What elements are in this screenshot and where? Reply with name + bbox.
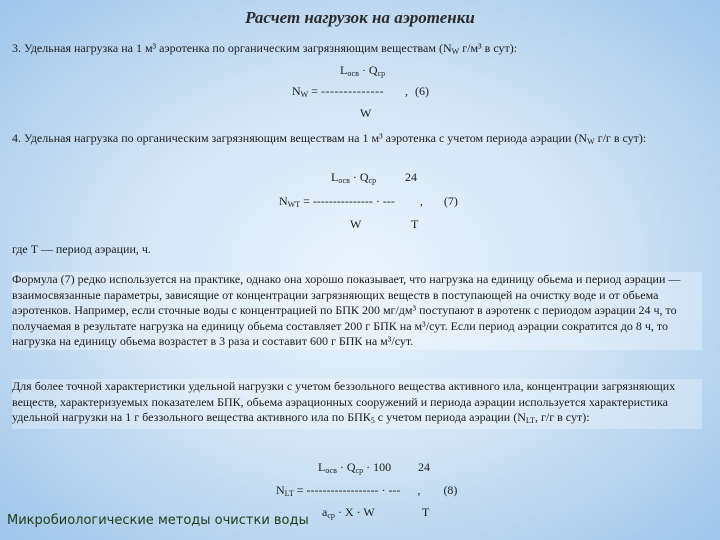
formula-6-number: (6) (414, 84, 429, 98)
paragraph-specific-load: Для более точной характеристики удельной нагрузки с учетом беззольного вещества активного ила, концентрации загрязняющих веществ, характеризуемых показателем БПК, обьема аэрационных сооружений и периода аэрации используется характеристика удельной нагрузки на 1 г беззольного вещества активного ила по $БПК_5$ с учетом периода аэрации ($N_{LT}$, г/г в сут): (12, 379, 702, 429)
paragraph-formula-7-explanation: Формула (7) редко используется на практике, однако она хорошо показывает, что нагрузка на единицу обьема и период аэрации — взаимосвязанные параметры, зависящие от концентрации загрязняющих веществ в поступающей на очистку воде и от обьема аэротенков. Например, если сточные воды с концентрацией по БПК 200 мг/дм³ поступают в аэротенк с периодом аэрации 24 ч, то получаемая в результате нагрузка на единицу обьема составляет 200 г БПК на м³/сут. Если период аэрации сократится до 8 ч, то нагрузка на единицу обьема возрастет в 3 раза и составит 600 г БПК на м³/сут. (12, 272, 702, 350)
formula-6-numerator: $L_{осв} \cdot Q_{ср}$ (340, 63, 386, 78)
formula-7-denominator-w: W (350, 217, 362, 231)
formula-7-number: (7) (443, 194, 458, 208)
formula-7-line: $N_{WT}$ = --------------- · --- , (7) (279, 194, 458, 209)
formula-6-denominator: W (360, 106, 372, 120)
formula-8-number: (8) (443, 483, 458, 497)
slide-title: Расчет нагрузок на аэротенки (245, 8, 475, 27)
formula-8-denominator: $a_{ср} \cdot X \cdot W$ (322, 505, 375, 520)
formula-8-line: $N_{LT}$ = ------------------ · --- , (8) (276, 483, 458, 498)
formula-7-numerator: $L_{осв} \cdot Q_{ср}$ (331, 170, 377, 185)
formula-7-denominator-t: T (411, 217, 419, 231)
footer-caption: Микробиологические методы очистки воды (7, 513, 309, 528)
where-t-text: где T — период аэрации, ч. (12, 242, 151, 256)
formula-8-numerator-24: 24 (418, 460, 430, 474)
formula-8-denominator-t: T (422, 505, 430, 519)
item-3-text: 3. Удельная нагрузка на 1 м³ аэротенка по органическим загрязняющим веществам ($N_W$ г/м³ в сут): (12, 41, 518, 56)
formula-8-numerator: $L_{осв} \cdot Q_{ср} \cdot 100$ (318, 460, 392, 475)
formula-7-numerator-24: 24 (405, 170, 417, 184)
item-4-text: 4. Удельная нагрузка по органическим загрязняющим веществам на 1 м³ аэротенка с учетом периода аэрации ($N_W$ г/г в сут): (12, 131, 647, 146)
formula-6-line: $N_W$ = -------------- , (6) (292, 84, 429, 99)
